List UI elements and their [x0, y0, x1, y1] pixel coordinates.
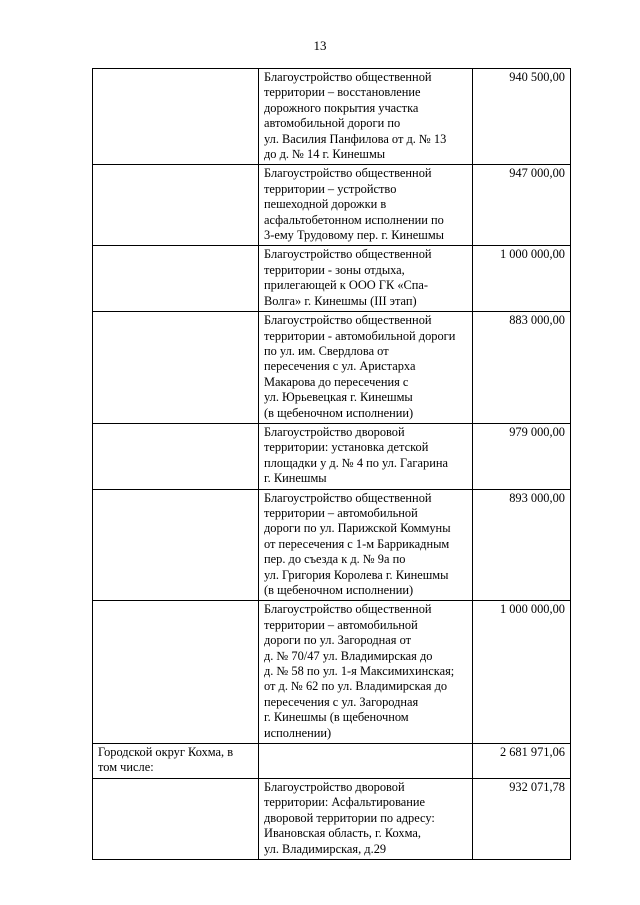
table-row: [93, 744, 571, 779]
description-cell: Благоустройство общественной территории - зоны отдыха, прилегающей к ООО ГК «Спа- Волга» г. Кинешмы (III этап): [259, 246, 473, 312]
amount-cell: 893 000,00: [473, 489, 571, 601]
amount-cell: 1 000 000,00: [473, 601, 571, 744]
amount-cell: 940 500,00: [473, 69, 571, 165]
area-cell: [93, 246, 259, 312]
description-cell: [259, 744, 473, 779]
amount-cell: 2 681 971,06: [473, 744, 571, 779]
area-cell: [93, 778, 259, 859]
table-row: [93, 489, 571, 601]
description-cell: Благоустройство дворовой территории: Асфальтирование дворовой территории по адресу: Ивановская область, г. Кохма, ул. Владимирская, д.29: [259, 778, 473, 859]
amount-cell: 947 000,00: [473, 165, 571, 246]
area-cell: [93, 69, 259, 165]
description-cell: Благоустройство общественной территории - автомобильной дороги по ул. им. Свердлова от пересечения с ул. Аристарха Макарова до пересечения с ул. Юрьевецкая г. Кинешмы (в щебеночном исполнении): [259, 312, 473, 424]
amount-cell: 979 000,00: [473, 423, 571, 489]
table-row: [93, 423, 571, 489]
description-cell: Благоустройство дворовой территории: установка детской площадки у д. № 4 по ул. Гагарина г. Кинешмы: [259, 423, 473, 489]
page-number: 13: [313, 38, 327, 53]
amount-cell: 932 071,78: [473, 778, 571, 859]
table-row: [93, 312, 571, 424]
table-row: [93, 165, 571, 246]
description-cell: Благоустройство общественной территории – устройство пешеходной дорожки в асфальтобетонном исполнении по 3-ему Трудовому пер. г. Кинешмы: [259, 165, 473, 246]
table-row: [93, 69, 571, 165]
area-cell: [93, 312, 259, 424]
description-cell: Благоустройство общественной территории – автомобильной дороги по ул. Парижской Коммуны от пересечения с 1-м Баррикадным пер. до съезда к д. № 9а по ул. Григория Королева г. Кинешмы (в щебеночном исполнении): [259, 489, 473, 601]
amount-cell: 883 000,00: [473, 312, 571, 424]
table-row: [93, 246, 571, 312]
area-cell: [93, 489, 259, 601]
area-cell: [93, 601, 259, 744]
area-cell: Городской округ Кохма, в том числе:: [93, 744, 259, 779]
budget-table: [92, 68, 571, 860]
description-cell: Благоустройство общественной территории – восстановление дорожного покрытия участка автомобильной дороги по ул. Василия Панфилова от д. № 13 до д. № 14 г. Кинешмы: [259, 69, 473, 165]
area-cell: [93, 423, 259, 489]
table-row: [93, 778, 571, 859]
amount-cell: 1 000 000,00: [473, 246, 571, 312]
table-row: [93, 601, 571, 744]
area-cell: [93, 165, 259, 246]
description-cell: Благоустройство общественной территории – автомобильной дороги по ул. Загородная от д. № 70/47 ул. Владимирская до д. № 58 по ул. 1-я Максимихинская; от д. № 62 по ул. Владимирская до пересечения с ул. Загородная г. Кинешмы (в щебеночном исполнении): [259, 601, 473, 744]
